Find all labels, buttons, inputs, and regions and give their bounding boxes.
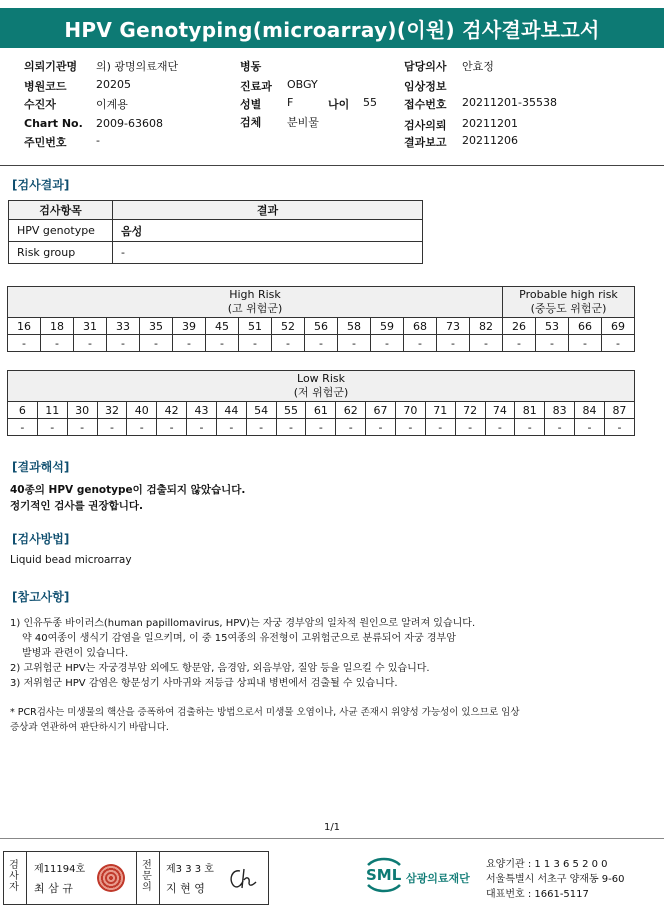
genotype-cell: 6 <box>8 402 38 419</box>
info-label: 수진자 <box>24 98 56 111</box>
signature-icon <box>226 866 260 892</box>
result-item: Risk group <box>9 242 113 264</box>
genotype-result-cell: - <box>127 419 157 436</box>
genotype-result-cell: - <box>239 335 272 352</box>
org-name: 삼광의료재단 <box>406 872 470 885</box>
genotype-result-cell: - <box>41 335 74 352</box>
sml-logo: SML <box>366 866 402 884</box>
genotype-result-cell: - <box>545 419 575 436</box>
inspector-name: 최 삼 규 <box>34 882 73 895</box>
genotype-result-cell: - <box>503 335 536 352</box>
info-value: 55 <box>363 96 377 109</box>
genotype-cell: 35 <box>140 318 173 335</box>
seal-stamp <box>97 864 125 892</box>
info-value: 의) 광명의료재단 <box>96 60 179 73</box>
info-label: 주민번호 <box>24 136 67 149</box>
signature-box <box>3 851 269 905</box>
info-value: OBGY <box>287 78 318 91</box>
page-number: 1/1 <box>323 822 341 833</box>
genotype-cell: 61 <box>306 402 336 419</box>
low-risk-subtitle: (저 위험군) <box>293 386 349 399</box>
note-line: 약 40여종이 생식기 감염을 일으키며, 이 중 15여종의 유전형이 고위험군으로 분류되어 자궁 경부암 <box>22 633 456 644</box>
genotype-result-cell: - <box>206 335 239 352</box>
info-value: 20211206 <box>462 134 518 147</box>
genotype-cell: 74 <box>485 402 515 419</box>
genotype-cell: 11 <box>37 402 67 419</box>
info-value: 20211201-35538 <box>462 96 557 109</box>
genotype-result-cell: - <box>97 419 127 436</box>
info-value: 분비물 <box>287 116 319 129</box>
genotype-cell: 69 <box>602 318 635 335</box>
genotype-result-cell: - <box>306 419 336 436</box>
genotype-result-cell: - <box>425 419 455 436</box>
genotype-cell: 72 <box>455 402 485 419</box>
note-line: 2) 고위험군 HPV는 자궁경부암 외에도 항문암, 음경암, 외음부암, 질암 등을 일으킬 수 있습니다. <box>10 663 430 674</box>
footer-divider <box>0 838 664 839</box>
interpretation-line: 정기적인 검사를 권장합니다. <box>10 500 144 512</box>
info-value: 안효정 <box>462 60 494 73</box>
info-label: Chart No. <box>24 117 83 130</box>
genotype-cell: 32 <box>97 402 127 419</box>
low-risk-table <box>7 370 635 436</box>
genotype-cell: 31 <box>74 318 107 335</box>
genotype-result-cell: - <box>602 335 635 352</box>
genotype-result-cell: - <box>173 335 206 352</box>
specialist-name: 지 현 영 <box>166 882 205 895</box>
info-label: 의뢰기관명 <box>24 60 78 73</box>
genotype-result-cell: - <box>140 335 173 352</box>
genotype-cell: 39 <box>173 318 206 335</box>
info-value: 20205 <box>96 78 131 91</box>
inspector-license: 제11194호 <box>34 864 86 875</box>
genotype-cell: 54 <box>246 402 276 419</box>
high-risk-title: High Risk <box>229 288 281 301</box>
genotype-result-cell: - <box>515 419 545 436</box>
result-table <box>8 200 423 264</box>
info-label: 결과보고 <box>404 136 447 149</box>
patient-info <box>0 56 664 166</box>
low-risk-title: Low Risk <box>297 372 345 385</box>
genotype-cell: 43 <box>187 402 217 419</box>
org-address: 서울특별시 서초구 양재동 9-60 <box>486 874 625 885</box>
genotype-cell: 83 <box>545 402 575 419</box>
genotype-cell: 51 <box>239 318 272 335</box>
genotype-cell: 55 <box>276 402 306 419</box>
pcr-note <box>10 705 650 735</box>
genotype-result-cell: - <box>371 335 404 352</box>
info-value: - <box>96 134 100 147</box>
genotype-result-cell: - <box>536 335 569 352</box>
genotype-cell: 73 <box>437 318 470 335</box>
genotype-result-cell: - <box>395 419 425 436</box>
inspector-label: 검사자 <box>9 860 19 893</box>
genotype-cell: 68 <box>404 318 437 335</box>
report-title: HPV Genotyping(microarray)(이원) 검사결과보고서 <box>0 8 664 48</box>
note-line: 3) 저위험군 HPV 감염은 항문성기 사마귀와 저등급 상피내 병변에서 검출될 수 있습니다. <box>10 678 398 689</box>
info-value: F <box>287 96 294 109</box>
note-line: 발병과 관련이 있습니다. <box>22 648 129 659</box>
notes-text <box>10 616 650 691</box>
info-value: 20211201 <box>462 117 518 130</box>
genotype-cell: 66 <box>569 318 602 335</box>
genotype-result-cell: - <box>187 419 217 436</box>
note-line: * PCR검사는 미생물의 핵산을 증폭하여 검출하는 방법으로서 미생물 오염이나, 사균 존재시 위양성 가능성이 있으므로 임상 <box>10 707 520 718</box>
genotype-cell: 59 <box>371 318 404 335</box>
genotype-cell: 44 <box>216 402 246 419</box>
genotype-result-cell: - <box>366 419 396 436</box>
genotype-cell: 45 <box>206 318 239 335</box>
genotype-result-cell: - <box>8 419 38 436</box>
probable-title: Probable high risk <box>519 288 618 301</box>
probable-subtitle: (중등도 위험군) <box>530 302 607 315</box>
info-label: 담당의사 <box>404 60 447 73</box>
result-item: HPV genotype <box>9 220 113 242</box>
agency-code: 요양기관 : 1 1 3 6 5 2 0 0 <box>486 859 608 870</box>
genotype-result-cell: - <box>455 419 485 436</box>
info-label: 임상정보 <box>404 80 447 93</box>
genotype-result-cell: - <box>67 419 97 436</box>
info-label: 검사의뢰 <box>404 119 447 132</box>
high-risk-subtitle: (고 위험군) <box>227 302 283 315</box>
genotype-cell: 70 <box>395 402 425 419</box>
genotype-cell: 26 <box>503 318 536 335</box>
genotype-cell: 18 <box>41 318 74 335</box>
interpretation-line: 40종의 HPV genotype이 검출되지 않았습니다. <box>10 484 246 496</box>
info-label: 성별 <box>240 98 262 111</box>
table-row <box>9 220 423 242</box>
info-value: 2009-63608 <box>96 117 163 130</box>
genotype-cell: 87 <box>604 402 634 419</box>
low-risk-header <box>8 371 635 402</box>
genotype-result-cell: - <box>74 335 107 352</box>
genotype-result-cell: - <box>470 335 503 352</box>
genotype-cell: 81 <box>515 402 545 419</box>
genotype-cell: 58 <box>338 318 371 335</box>
genotype-cell: 40 <box>127 402 157 419</box>
genotype-cell: 42 <box>157 402 187 419</box>
divider <box>0 165 664 166</box>
genotype-cell: 30 <box>67 402 97 419</box>
genotype-cell: 84 <box>575 402 605 419</box>
result-header-item: 검사항목 <box>9 201 113 220</box>
genotype-cell: 71 <box>425 402 455 419</box>
genotype-result-cell: - <box>336 419 366 436</box>
info-value: 이계용 <box>96 98 128 111</box>
genotype-result-cell: - <box>8 335 41 352</box>
section-heading-notes: [참고사항] <box>12 590 70 604</box>
genotype-result-cell: - <box>575 419 605 436</box>
genotype-result-cell: - <box>404 335 437 352</box>
genotype-cell: 67 <box>366 402 396 419</box>
section-heading-method: [검사방법] <box>12 532 70 546</box>
info-label: 진료과 <box>240 80 272 93</box>
genotype-cell: 16 <box>8 318 41 335</box>
genotype-result-cell: - <box>272 335 305 352</box>
info-label: 병원코드 <box>24 80 67 93</box>
genotype-result-cell: - <box>216 419 246 436</box>
note-line: 증상과 연관하여 판단하시기 바랍니다. <box>10 722 169 733</box>
genotype-cell: 62 <box>336 402 366 419</box>
genotype-result-cell: - <box>338 335 371 352</box>
genotype-cell: 56 <box>305 318 338 335</box>
genotype-cell: 82 <box>470 318 503 335</box>
info-label: 나이 <box>328 98 350 111</box>
genotype-result-cell: - <box>437 335 470 352</box>
interpretation-text <box>10 482 245 514</box>
genotype-result-cell: - <box>157 419 187 436</box>
section-heading-interpretation: [결과해석] <box>12 460 70 474</box>
genotype-result-cell: - <box>37 419 67 436</box>
genotype-result-cell: - <box>604 419 634 436</box>
result-value: 음성 <box>113 220 423 242</box>
note-line: 1) 인유두종 바이러스(human papillomavirus, HPV)는 자궁 경부암의 일차적 원인으로 알려져 있습니다. <box>10 618 476 629</box>
genotype-result-cell: - <box>246 419 276 436</box>
probable-high-risk-header <box>503 287 635 318</box>
section-heading-result: [검사결과] <box>12 178 70 192</box>
result-header-value: 결과 <box>113 201 423 220</box>
info-label: 검체 <box>240 116 262 129</box>
specialist-label: 전문의 <box>142 860 152 893</box>
genotype-result-cell: - <box>276 419 306 436</box>
genotype-cell: 33 <box>107 318 140 335</box>
table-row <box>9 242 423 264</box>
high-risk-header <box>8 287 503 318</box>
genotype-result-cell: - <box>485 419 515 436</box>
genotype-result-cell: - <box>305 335 338 352</box>
genotype-cell: 53 <box>536 318 569 335</box>
genotype-cell: 52 <box>272 318 305 335</box>
specialist-license: 제3 3 3 호 <box>166 864 214 875</box>
info-label: 접수번호 <box>404 98 447 111</box>
genotype-result-cell: - <box>107 335 140 352</box>
genotype-result-cell: - <box>569 335 602 352</box>
result-value: - <box>113 242 423 264</box>
high-risk-table <box>7 286 635 352</box>
info-label: 병동 <box>240 60 262 73</box>
method-text: Liquid bead microarray <box>10 554 132 566</box>
org-phone: 대표번호 : 1661-5117 <box>486 889 589 900</box>
